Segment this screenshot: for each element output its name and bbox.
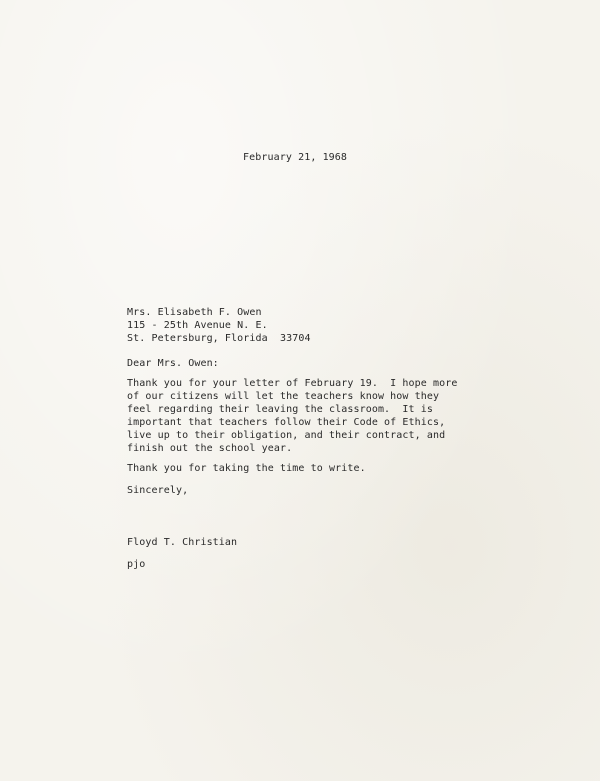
- recipient-street: 115 - 25th Avenue N. E.: [127, 320, 268, 331]
- body-line: Thank you for your letter of February 19. I hope more: [127, 378, 458, 389]
- recipient-name: Mrs. Elisabeth F. Owen: [127, 307, 262, 318]
- body-line: live up to their obligation, and their contract, and: [127, 430, 446, 441]
- body-line: feel regarding their leaving the classroom. It is: [127, 404, 434, 415]
- closing: Sincerely,: [127, 485, 189, 496]
- signer-name: Floyd T. Christian: [127, 537, 238, 548]
- thanks-line: Thank you for taking the time to write.: [127, 463, 366, 474]
- recipient-city: St. Petersburg, Florida 33704: [127, 333, 311, 344]
- body-line: finish out the school year.: [127, 443, 293, 454]
- salutation: Dear Mrs. Owen:: [127, 358, 219, 369]
- body-line: of our citizens will let the teachers know how they: [127, 391, 440, 402]
- typist-initials: pjo: [127, 559, 146, 570]
- letter-date: February 21, 1968: [243, 152, 348, 163]
- body-line: important that teachers follow their Code of Ethics,: [127, 417, 446, 428]
